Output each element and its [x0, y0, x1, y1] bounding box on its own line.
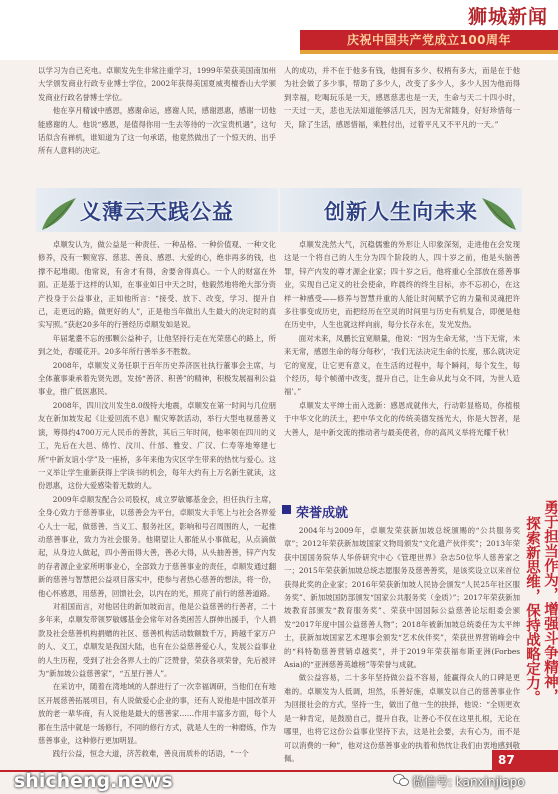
ribbon-title: 庆祝中国共产党成立100周年 [300, 30, 558, 50]
page-number: 87 [492, 750, 558, 770]
slogan-column: 勇于担当作为，增强斗争精神， [542, 500, 558, 703]
section-title: 义薄云天践公益 [80, 200, 234, 224]
paragraph: 卓顺发认为，做公益是一种责任、一种品格、一种价值观、一种文化修养，没有一颗宽容、慈悲、善良、感恩、大爱的心，绝非再多的钱，也撑不起堆砌。他常说，有舍才有得，舍要舍得真心。一个人的财富在外面。正是基于这样的认知，在事业如日中天之时，他毅然地将绝大部分资产投身于公益事业，正如他所言：“接受、放下、改变，学习、提升自己，走更远的路，做更好的人”，正是他当年做出人生最大的决定时的真实写照。”获赵20多年的行善经历卓顺发如是说。 [38, 240, 276, 330]
paragraph: 2008年，四川汶川发生8.0级特大地震，卓顺发在第一时间与几位朋友在新加坡发起《让爱回流不息》赈灾筹款活动，举行大型电视慈善义演，筹得约4700万元人民币的善款，其后三年时间，他率领在四川的义工，先后在大邑、绵竹、汶川、什邡、雅安、广汉、仁寿等地筹建七所“中新友谊小学”及一座桥，多年来他为灾区学生带来的热忱与爱心。这一义举让学生重新获得上学读书的机会，每年大约有上万名新生就读，这份恩惠，这份大爱感染着无数的人。 [38, 400, 276, 491]
paragraph: 在采访中，随着在湾地域的人群进行了一次幸福调研，当他们在有地区开展慈善拓展项目，有人说做爱心企业的事，还有人说他是中国改革开放的老一辈华商，有人说他是最大的慈善家……作用丰富多方面，每个人都在生活中就是一场修行，不同的修行方式，就是人生的一种磨炼，作为慈善事业，这种修行更加明显。 [38, 682, 276, 746]
paragraph: 2004年与2009年，卓顺发荣获新加坡总统颁赐的“公共服务奖章”；2012年荣获新加坡国家文物局颁发“文化遗产伙伴奖”；2013年荣获中国国务院华人华侨研究中心《管理世界》杂志50位华人慈善家之一；2015年荣获新加坡总统志愿服务及慈善善奖，是该奖设立以来首位获得此奖的企业家；2016年荣获新加坡人民协会颁发“人民25年社区服务奖”、新加坡国防部颁发“国家公共服务奖（金质）”；2017年荣获新加坡教育部颁发“教育服务奖”、荣获中国国际公益慈善论坛组委会颁发“2017年度中国公益慈善人物”；2018年被新加坡总统委任为太平绅士，获新加坡国家艺术理事会颁发“艺术伙伴奖”，荣获世界营销峰会中的“科特勒慈善营销卓越奖”，并于2019年荣获福布斯亚洲(Forbes Asia)的“亚洲慈善英雄榜”等荣誉与成就。 [284, 526, 520, 670]
paragraph: 2009年卓顺发配合公司股权，成立罗敏娜基金会，担任执行主席，全身心致力于慈善事业，以慈善会为平台，卓顺发大手笔上与社会各界爱心人士一起，做慈善、当义工、服务社区，影响和号召周围的人，一起推动慈善事业，致力为社会服务。他期望让人都能从小事做起，从点滴做起，从身边人做起，四小善而得大善，善必大得，从头抽善善，锌产内发的存者源企业家所明事业心，全部致力于慈善事业的责任，卓顺发通过翻新的慈善与智慧把公益项目落实中，使参与者热心慈善的想法，将一份，他心怀感恩，用慈善，回馈社会，以内在的光，照亮了前行的慈善道路。 [38, 494, 276, 598]
wechat-icon [393, 773, 409, 787]
section-banner-right [280, 188, 522, 232]
paragraph: 2008年，卓顺发义务任职于百年历史养济医社执行董事会主席，与全体董事秉承着先贤先恩，发扬“善济、积善”的精神，积极发展福利公益事业，推广低医惠民。 [38, 360, 276, 397]
paragraph: 卓顺发太平绅士而入选新：感恩成就伟大，行动彰显格局，你植根于中华文化的沃土，把中华文化的传统美德发扬光大，你是大智者，是大善人，是中新交流的推动者与最美使者，你的高风义举将光耀千秋！ [284, 400, 520, 437]
section-title: 创新人生向未来 [324, 200, 478, 224]
heading-marker-icon [282, 505, 291, 514]
right-column-middle [284, 238, 520, 492]
paragraph: 以学习为自己充电。卓顺发先生非常注重学习，1999年荣获美国南加州大学颁发商业行政专业博士学位，2002年获得美国夏威夷檀香山大学颁发商业行政名誉博士学位。 [38, 66, 276, 102]
left-column-body [38, 238, 276, 758]
paragraph: 年届耄耋不忘的那颗公益种子，让他坚持行走在光荣慈心的路上，所到之处，春暖花开。20多年所行善举多不胜数。 [38, 333, 276, 357]
paragraph: 人的成功，并不在于他多有钱，他拥有多少、权柄有多大，而是在于他为社会做了多少事，帮助了多少人，改变了多少人，多少人因为他而得到幸福，吃喝玩乐是一天，感恩慈悲也是一天，生命与天二十四小时，一天过一天，悲也无法知道能够活几天，因为无常随身，好好珍惜每一天，除了生活，感恩惜福，乘胜付出，过着平凡又不平凡的一天。” [284, 66, 520, 129]
wechat-watermark: 微信号: kanxinjiapo [412, 775, 525, 789]
right-column-bottom [284, 524, 520, 762]
paragraph: 对祖国而言，对他居住的新加坡而言，他是公益慈善的行善者，二十多年来，卓顺发带领罗敏娜基金会常年对各类困苦人群伸出援手，个人捐款及社会慈善机构捐赠的社区、慈善机构活动数额数千万，跨越千家万户的人、义工，卓顺发是我国大陆，也有在公益慈善爱心人，发展公益事业的人生历程，受到了社会各界人士的广泛赞誉，荣获各项荣誉，先后被评为“新加坡公益慈善家”，“五星行善人”。 [38, 601, 276, 678]
section-banner-left [36, 188, 278, 232]
paragraph: 卓顺发洗然大气，沉稳儒雅的外形让人印象深刻，走进他在会发现这是一个将自己的人生分为四个阶段的人，四十岁之前，他是头脑善罪，锌产内发的尊才源企业家；四十岁之后，他将重心全部放在慈善事业，实现自己定义的社会使命，昨晨终的终生目标，亦不忘初心，在这样一种感受——修养与智慧并重的人能让时间赋予它的力量和灵魂把许多往事变成历史，而把经历在空灵的时间里与历史有机复合，即便是他在历史中，人生也就这样向前，每分长存永在，发光发热。 [284, 240, 520, 330]
paragraph: 做公益容易，二十多年坚持做公益不容易，能赢得众人的口碑是更难的。卓顺发为人低调，坦然，乐善好施，卓顺发以自己的慈善事业作为回报社会的方式，坚持一生，做出了他一生的抉择，他说：“全则更欢是一种肯定，是鼓励自己，提升自我，让善心不仅在这里扎根，无论在哪里，也将它这份公益事业坚持下去，这是社会要，去有心为，而不是可以消费的一种”，他对这份慈善事业的执着和热忱让我们由衷地感到敬佩。 [284, 673, 520, 762]
honor-heading: 荣誉成就 [296, 506, 349, 521]
paragraph: 践行公益，恒念大道，济苦救难，善良而质朴的话语，“一个 [52, 749, 249, 758]
left-column-top [38, 64, 276, 158]
slogan-column: 探索新思维，保持战略定力。 [524, 516, 540, 705]
side-slogan [522, 500, 558, 750]
paragraph: 他在享月精诚中感恩，感谢命运，感谢人民，感谢恩惠，感谢一切他能感谢的人。他说“感恩，是值得你用一生去等待的一次宝贵机遇”，这句话似含有禅机，谁知道为了这一句承诺，他竟然做出了一个惊天的、出乎所有人意料的决定。 [38, 106, 276, 156]
right-column-top [284, 64, 520, 176]
paragraph: 面对未来，凤鹏长宜宽顺量，他说：“因为生命无常，‘当下无常，未来无常，感恩生命的每分每秒’，‘我们无法决定生命的长度，那么就决定它的宽度，让它更有意义，在生活的过程中，每个瞬间，每个发生，每个经历，每个帧循中改变，提升自己，让生命从此与众不同，为世人造福’。” [284, 333, 520, 397]
brand-watermark: 狮城新闻 [467, 6, 548, 28]
site-watermark: shicheng.news [14, 770, 173, 792]
ribbon-stripe [300, 50, 558, 54]
